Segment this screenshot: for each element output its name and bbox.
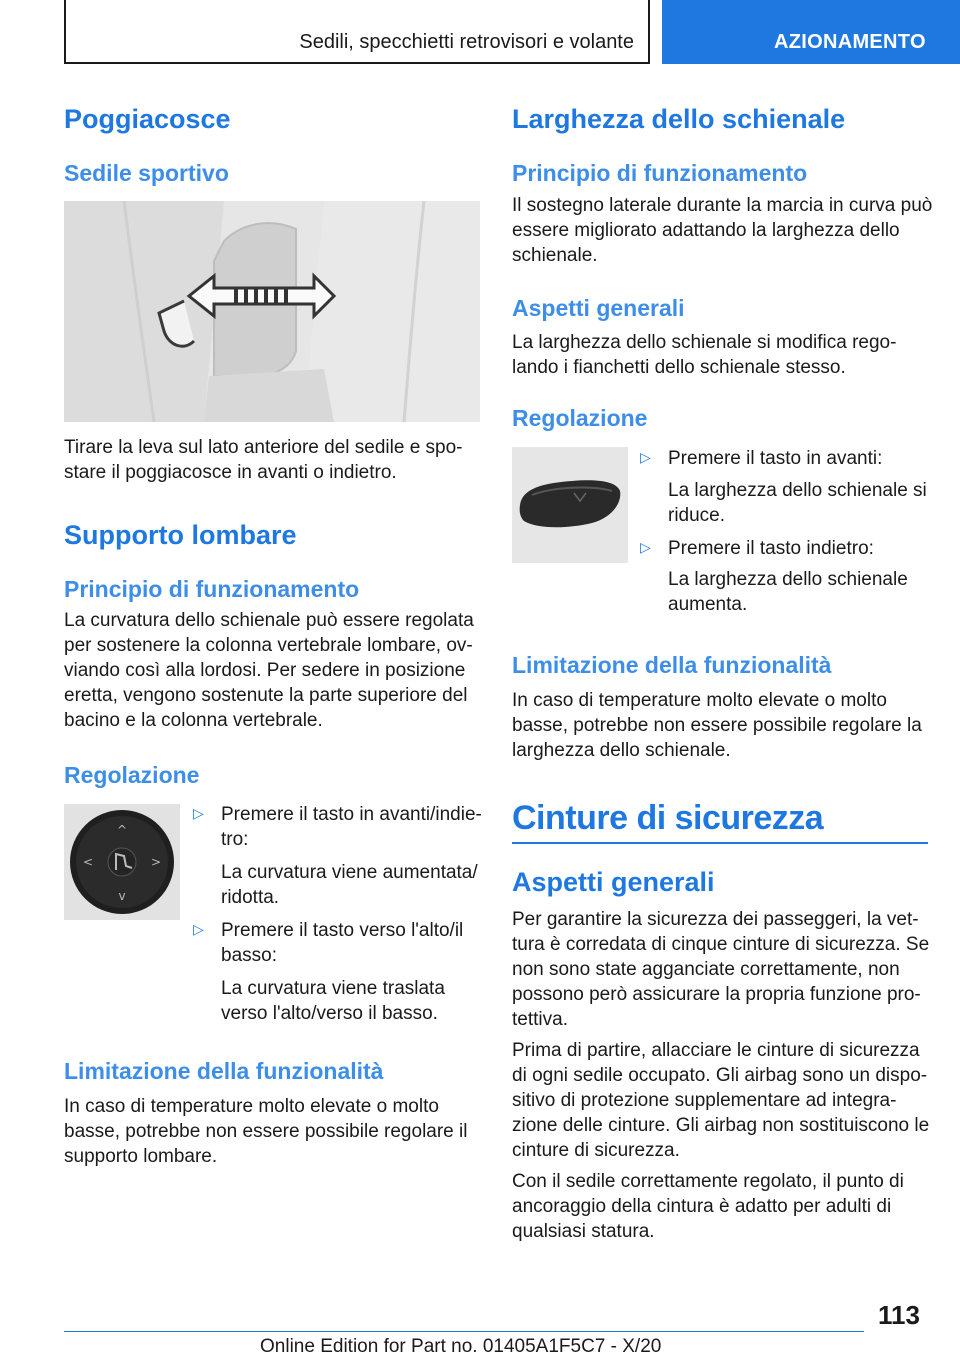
heading-principio-right: Principio di funzionamento [512, 160, 808, 186]
heading-limitazione-right: Limitazione della funzionalità [512, 652, 832, 678]
width-button-image [512, 447, 628, 563]
lumbar-control-icon [64, 804, 180, 920]
heading-aspetti-generali-cinture: Aspetti generali [512, 867, 715, 897]
page-number: 113 [878, 1300, 920, 1330]
cinture-paragraph-2: Prima di partire, allacciare le cinture di sicurezza di ogni sedile occupato. Gli airbag sono un dispo- sitivo di protezione supplementare ad integra- zione delle cinture. Gli airbag non sostituiscono le cinture di sicurezza. [512, 1040, 930, 1161]
thigh-support-image [64, 201, 480, 422]
right-bullet-2: Premere il tasto indietro: [668, 538, 874, 559]
cinture-paragraph-3: Con il sedile correttamente regolato, il punto di ancoraggio della cintura è adatto per adulti di qualsiasi statura. [512, 1171, 904, 1242]
bullet-icon: ▷ [640, 539, 651, 555]
header-chapter-box [64, 0, 650, 64]
cinture-paragraph-1: Per garantire la sicurezza dei passeggeri, la vet- tura è corredata di cinque cinture di sicurezza. Se non sono state agganciate correttamente, non possono però assicurare la propria funzione pro- tettiva. [512, 909, 930, 1030]
bullet-icon: ▷ [193, 805, 204, 821]
bullet-icon: ▷ [193, 921, 204, 937]
heading-regolazione-left: Regolazione [64, 762, 200, 788]
aspetti-right-paragraph: La larghezza dello schienale si modifica rego- lando i fianchetti dello schienale stesso. [512, 332, 897, 378]
arrow-up-icon: ^ [116, 823, 128, 837]
right-bullet-1: Premere il tasto in avanti: [668, 448, 883, 469]
bullet-icon: ▷ [640, 449, 651, 465]
footer-edition: Online Edition for Part no. 01405A1F5C7 - X/20 [260, 1336, 662, 1357]
right-bullet-1-result: La larghezza dello schienale si riduce. [668, 480, 927, 526]
left-bullet-1-result: La curvatura viene aumentata/ ridotta. [221, 862, 478, 908]
section-tab-label: AZIONAMENTO [774, 31, 926, 53]
principio-right-paragraph: Il sostegno laterale durante la marcia in curva può essere migliorato adattando la larghezza dello schienale. [512, 195, 933, 266]
heading-larghezza: Larghezza dello schienale [512, 104, 846, 134]
section-divider [512, 842, 928, 844]
principio-left-paragraph: La curvatura dello schienale può essere regolata per sostenere la colonna vertebrale lombare, ov- viando così alla lordosi. Per sedere in posizione eretta, vengono sostenute la parte superiore del bacino e la colonna vertebrale. [64, 610, 474, 731]
left-bullet-2: Premere il tasto verso l'alto/il basso: [221, 920, 464, 966]
limitazione-right-paragraph: In caso di temperature molto elevate o molto basse, potrebbe non essere possibile regolare la larghezza dello schienale. [512, 690, 922, 761]
section-tab[interactable] [662, 0, 960, 64]
heading-supporto-lombare: Supporto lombare [64, 520, 297, 550]
heading-cinture-di-sicurezza: Cinture di sicurezza [512, 799, 824, 837]
heading-poggiacosce: Poggiacosce [64, 104, 231, 134]
chapter-title: Sedili, specchietti retrovisori e volante [299, 31, 634, 53]
footer-divider [64, 1331, 864, 1332]
thigh-support-illustration [64, 201, 480, 422]
heading-sedile-sportivo: Sedile sportivo [64, 160, 229, 186]
heading-limitazione-left: Limitazione della funzionalità [64, 1058, 384, 1084]
left-bullet-1: Premere il tasto in avanti/indie- tro: [221, 804, 482, 850]
heading-regolazione-right: Regolazione [512, 405, 648, 431]
limitazione-left-paragraph: In caso di temperature molto elevate o molto basse, potrebbe non essere possibile regolare il supporto lombare. [64, 1096, 468, 1167]
heading-aspetti-generali-right: Aspetti generali [512, 295, 685, 321]
lumbar-button-image [64, 804, 180, 920]
heading-principio-left: Principio di funzionamento [64, 576, 360, 602]
arrow-down-icon: v [118, 889, 126, 903]
right-bullet-2-result: La larghezza dello schienale aumenta. [668, 569, 908, 615]
arrow-right-icon: > [150, 855, 162, 869]
poggiacosce-paragraph: Tirare la leva sul lato anteriore del sedile e spo- stare il poggiacosce in avanti o indietro. [64, 437, 463, 483]
left-bullet-2-result: La curvatura viene traslata verso l'alto/verso il basso. [221, 978, 445, 1024]
arrow-left-icon: < [82, 855, 94, 869]
width-control-icon [512, 447, 628, 563]
